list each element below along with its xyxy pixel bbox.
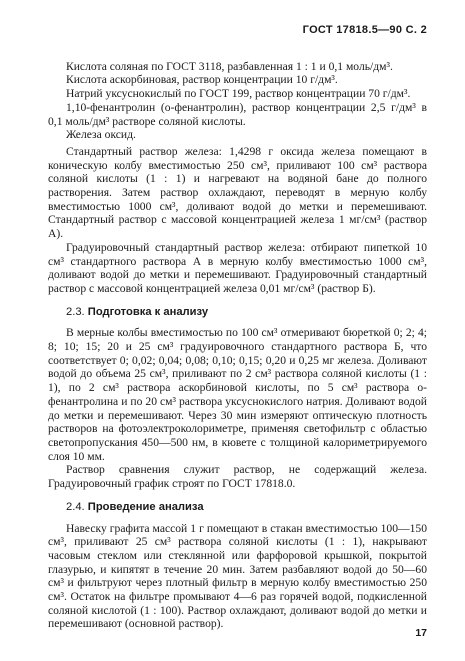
section-heading-2-4 bbox=[66, 501, 427, 515]
paragraph-calibration-procedure: В мерные колбы вместимостью по 100 см³ отмеривают бюреткой 0; 2; 4; 8; 10; 15; 20 и 25 см³ градуировочного стандартного раствора Б, что соответствует 0; 0,02; 0,04; 0,08; 0,10; 0,15; 0,20 и 0,25 мг железа. Доливают водой до объема 25 см³, приливают по 2 см³ раствора соляной кислоты (1 : 1), по 2 см³ раствора аскорбиновой кислоты, по 5 см³ раствора о-фенантролина и по 20 см³ раствора уксуснокислого натрия. Доливают водой до метки и перемешивают. Через 30 мин измеряют оптическую плотность растворов на фотоэлектроколориметре, применяя светофильтр с областью светопропускания 450—500 нм, в кювете с толщиной калориметрируемого слоя 10 мм. bbox=[48, 326, 427, 463]
reagent-iron-oxide: Железа оксид. bbox=[66, 128, 136, 142]
section-title: Проведение анализа bbox=[87, 500, 204, 513]
paragraph-standard-solution-b: Градуировочный стандартный раствор железа: отбирают пипеткой 10 см³ стандартного раствора А в мерную колбу вместимостью 1000 см³, доливают водой до метки и перемешивают. Градуировочный стандартный раствор с массовой концентрацией железа 0,01 мг/см³ (раствор Б). bbox=[48, 240, 427, 295]
section-number: 2.4. bbox=[66, 500, 85, 513]
reagent-phenanthroline: 1,10-фенантролин (о-фенантролин), раствор концентрации 2,5 г/дм³ в 0,1 моль/дм³ растворе соляной кислоты. bbox=[48, 100, 427, 128]
paragraph-analysis-procedure: Навеску графита массой 1 г помещают в стакан вместимостью 100—150 см³, приливают 25 см³ раствора соляной кислоты (1 : 1), накрывают часовым стеклом или стеклянной или фарфоровой крышкой, покрытой глазурью, и кипятят в течение 20 мин. Затем разбавляют водой до 50—60 см³ и фильтруют через плотный фильтр в мерную колбу вместимостью 250 см³. Остаток на фильтре промывают 4—6 раз горячей водой, подкисленной соляной кислотой (1 : 100). Раствор охлаждают, доливают водой до метки и перемешивают (основной раствор). bbox=[48, 521, 427, 631]
reagent-ascorbic-acid: Кислота аскорбиновая, раствор концентрации 10 г/дм³. bbox=[66, 73, 338, 87]
paragraph-standard-solution-a: Стандартный раствор железа: 1,4298 г оксида железа помещают в коническую колбу вместимостью 250 см³, приливают 100 см³ раствора соляной кислоты (1 : 1) и нагревают на водяной бане до полного растворения. Затем раствор охлаждают, переводят в мерную колбу вместимостью 1000 см³, доливают водой до метки и перемешивают. Стандартный раствор с массовой концентрацией железа 1 мг/см³ (раствор А). bbox=[48, 144, 427, 241]
section-title: Подготовка к анализу bbox=[87, 305, 209, 318]
reagent-sodium-acetate: Натрий уксуснокислый по ГОСТ 199, раствор концентрации 70 г/дм³. bbox=[66, 87, 411, 101]
section-heading-2-3 bbox=[66, 306, 427, 320]
section-number: 2.3. bbox=[66, 305, 85, 318]
paragraph-reference-solution: Раствор сравнения служит раствор, не содержащий железа. Градуировочный график строят по ГОСТ 17818.0. bbox=[48, 463, 427, 491]
page-number: 17 bbox=[415, 627, 427, 640]
running-header: ГОСТ 17818.5—90 С. 2 bbox=[302, 24, 427, 36]
reagent-hydrochloric-acid: Кислота соляная по ГОСТ 3118, разбавленная 1 : 1 и 0,1 моль/дм³. bbox=[66, 59, 393, 73]
